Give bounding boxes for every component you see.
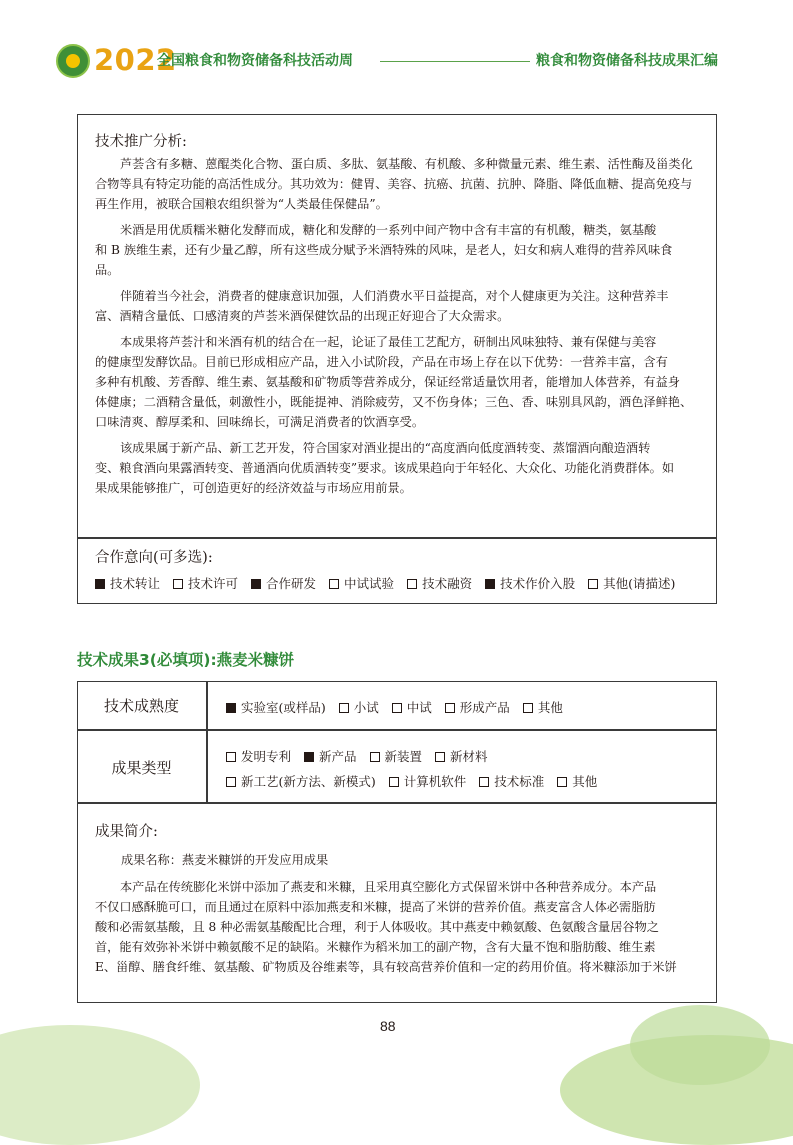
type-option[interactable] bbox=[557, 772, 597, 790]
text-line: 合物等具有特定功能的高活性成分。其功效为：健胃、美容、抗癌、抗菌、抗肿、降脂、降低血糖、提高免疫与 bbox=[95, 177, 693, 191]
cooperation-option-label: 技术转让 bbox=[110, 576, 161, 591]
text-line: 口味清爽、醇厚柔和、回味绵长，可满足消费者的饮酒享受。 bbox=[95, 415, 425, 429]
summary-label: 成果简介: bbox=[95, 824, 158, 840]
cooperation-option[interactable] bbox=[485, 574, 575, 592]
cooperation-option-label: 中试试验 bbox=[344, 576, 395, 591]
type-option[interactable] bbox=[226, 772, 376, 790]
text-line: 本成果将芦荟汁和米酒有机的结合在一起，论证了最佳工艺配方，研制出风味独特、兼有保健与美容 bbox=[120, 335, 657, 349]
analysis-paragraph bbox=[95, 154, 700, 214]
text-line: 多种有机酸、芳香醇、维生素、氨基酸和矿物质等营养成分，保证经常适量饮用者，能增加人体营养，有益身 bbox=[95, 375, 680, 389]
cooperation-option-label: 合作研发 bbox=[266, 576, 317, 591]
analysis-paragraphs bbox=[95, 154, 700, 504]
text-line: 米酒是用优质糯米糖化发酵而成，糖化和发酵的一系列中间产物中含有丰富的有机酸，糖类，氨基酸 bbox=[120, 223, 657, 237]
type-option-label: 其他 bbox=[572, 774, 598, 789]
cooperation-option[interactable] bbox=[95, 574, 160, 592]
type-option[interactable] bbox=[389, 772, 467, 790]
cooperation-option-label: 技术融资 bbox=[422, 576, 473, 591]
analysis-paragraph bbox=[95, 438, 700, 498]
analysis-paragraph bbox=[95, 286, 700, 326]
text-line: 品。 bbox=[95, 263, 120, 277]
header-year: 2022 bbox=[94, 43, 177, 77]
maturity-option[interactable] bbox=[392, 698, 432, 716]
analysis-paragraph bbox=[95, 220, 700, 280]
maturity-option-label: 实验室(或样品) bbox=[241, 700, 326, 715]
checkbox-icon[interactable] bbox=[523, 703, 533, 713]
text-line: 和 B 族维生素，还有少量乙醇，所有这些成分赋予米酒特殊的风味，是老人，妇女和病人难得的营养风味食 bbox=[95, 243, 673, 257]
maturity-option-label: 形成产品 bbox=[459, 700, 510, 715]
maturity-option-label: 中试 bbox=[406, 700, 432, 715]
text-line: 本产品在传统膨化米饼中添加了燕麦和米糠，且采用真空膨化方式保留米饼中各种营养成分。本产品 bbox=[120, 880, 657, 894]
text-line: E、甾醇、膳食纤维、氨基酸、矿物质及谷维素等，具有较高营养价值和一定的药用价值。将米糠添加于米饼 bbox=[95, 960, 677, 974]
text-line: 该成果属于新产品、新工艺开发，符合国家对酒业提出的“高度酒向低度酒转变、蒸馏酒向酿造酒转 bbox=[120, 441, 651, 455]
cooperation-label: 合作意向(可多选): bbox=[95, 550, 213, 566]
cooperation-option-label: 技术许可 bbox=[188, 576, 239, 591]
text-line: 再生作用，被联合国粮农组织誉为“人类最佳保健品”。 bbox=[95, 197, 388, 211]
type-option-label: 新产品 bbox=[319, 749, 357, 764]
cooperation-option-label: 其他(请描述) bbox=[603, 576, 676, 591]
checked-box-icon[interactable] bbox=[485, 579, 495, 589]
maturity-option[interactable] bbox=[226, 698, 326, 716]
maturity-label: 技术成熟度 bbox=[103, 697, 179, 715]
text-line: 不仅口感酥脆可口，而且通过在原料中添加燕麦和米糠，提高了米饼的营养价值。燕麦富含人体必需脂肪 bbox=[95, 900, 656, 914]
analysis-box-divider bbox=[77, 537, 717, 539]
cooperation-options bbox=[95, 574, 710, 592]
checked-box-icon[interactable] bbox=[304, 752, 314, 762]
type-option-label: 发明专利 bbox=[241, 749, 292, 764]
maturity-option[interactable] bbox=[339, 698, 379, 716]
text-line: 芦荟含有多糖、蒽醌类化合物、蛋白质、多肽、氨基酸、有机酸、多种微量元素、维生素、活性酶及甾类化 bbox=[120, 157, 693, 171]
type-option-label: 新装置 bbox=[384, 749, 423, 764]
decor-hill-right-top bbox=[630, 1005, 770, 1085]
maturity-option-label: 其他 bbox=[537, 700, 563, 715]
cooperation-option-label: 技术作价入股 bbox=[500, 576, 576, 591]
checkbox-icon[interactable] bbox=[445, 703, 455, 713]
summary-body bbox=[95, 877, 700, 977]
checkbox-icon[interactable] bbox=[392, 703, 402, 713]
type-options-row1 bbox=[226, 747, 706, 765]
text-line: 伴随着当今社会，消费者的健康意识加强，人们消费水平日益提高，对个人健康更为关注。这种营养丰 bbox=[120, 289, 669, 303]
cooperation-option[interactable] bbox=[173, 574, 238, 592]
checkbox-icon[interactable] bbox=[226, 777, 236, 787]
logo-emblem-icon bbox=[66, 54, 80, 68]
checkbox-icon[interactable] bbox=[339, 703, 349, 713]
page-number: 88 bbox=[380, 1018, 396, 1034]
type-option-label: 计算机软件 bbox=[403, 774, 467, 789]
header-title-right: 粮食和物资储备科技成果汇编 bbox=[536, 53, 718, 69]
cooperation-option[interactable] bbox=[407, 574, 472, 592]
text-line: 果成果能够推广，可创造更好的经济效益与市场应用前景。 bbox=[95, 481, 412, 495]
type-label: 成果类型 bbox=[111, 759, 172, 777]
analysis-paragraph bbox=[95, 332, 700, 432]
checked-box-icon[interactable] bbox=[251, 579, 261, 589]
text-line: 酸和必需氨基酸，且 8 种必需氨基酸配比合理，利于人体吸收。其中燕麦中赖氨酸、色氨酸含量居谷物之 bbox=[95, 920, 659, 934]
checkbox-icon[interactable] bbox=[588, 579, 598, 589]
maturity-option[interactable] bbox=[523, 698, 563, 716]
header-divider bbox=[380, 61, 530, 62]
type-option[interactable] bbox=[304, 747, 357, 765]
maturity-option[interactable] bbox=[445, 698, 510, 716]
type-option[interactable] bbox=[435, 747, 488, 765]
decor-hill-left bbox=[0, 1025, 200, 1145]
checkbox-icon[interactable] bbox=[435, 752, 445, 762]
checkbox-icon[interactable] bbox=[370, 752, 380, 762]
type-option-label: 新材料 bbox=[450, 749, 488, 764]
header-title-left: 全国粮食和物资储备科技活动周 bbox=[157, 53, 353, 69]
text-line: 变、粮食酒向果露酒转变、普通酒向优质酒转变”要求。该成果趋向于年轻化、大众化、功能化消费群体。如 bbox=[95, 461, 675, 475]
checkbox-icon[interactable] bbox=[557, 777, 567, 787]
cooperation-option[interactable] bbox=[251, 574, 316, 592]
type-option[interactable] bbox=[226, 747, 291, 765]
text-line: 富、酒精含量低、口感清爽的芦荟米酒保健饮品的出现正好迎合了大众需求。 bbox=[95, 309, 510, 323]
text-line: 体健康；二酒精含量低，刺激性小，既能提神、消除疲劳，又不伤身体；三色、香、味别具风韵，酒色泽鲜艳、 bbox=[95, 395, 693, 409]
checkbox-icon[interactable] bbox=[407, 579, 417, 589]
maturity-options bbox=[226, 698, 706, 716]
checkbox-icon[interactable] bbox=[226, 752, 236, 762]
checkbox-icon[interactable] bbox=[329, 579, 339, 589]
checkbox-icon[interactable] bbox=[173, 579, 183, 589]
cooperation-option[interactable] bbox=[588, 574, 675, 592]
analysis-label: 技术推广分析: bbox=[95, 134, 187, 150]
table-row-divider bbox=[77, 729, 717, 731]
summary-name-line: 成果名称：燕麦米糠饼的开发应用成果 bbox=[121, 853, 329, 867]
text-line: 的健康型发酵饮品。目前已形成相应产品，进入小试阶段，产品在市场上存在以下优势：一营养丰富，含有 bbox=[95, 355, 668, 369]
type-options-row2 bbox=[226, 772, 706, 790]
type-option-label: 技术标准 bbox=[494, 774, 545, 789]
checkbox-icon[interactable] bbox=[389, 777, 399, 787]
maturity-option-label: 小试 bbox=[353, 700, 379, 715]
checked-box-icon[interactable] bbox=[226, 703, 236, 713]
table-row-divider bbox=[77, 802, 717, 804]
table-col-divider bbox=[206, 681, 208, 802]
result3-title: 技术成果3(必填项):燕麦米糠饼 bbox=[77, 651, 295, 669]
type-option[interactable] bbox=[479, 772, 544, 790]
type-option-label: 新工艺(新方法、新模式) bbox=[241, 774, 376, 789]
checkbox-icon[interactable] bbox=[479, 777, 489, 787]
text-line: 首，能有效弥补米饼中赖氨酸不足的缺陷。米糠作为稻米加工的副产物，含有大量不饱和脂肪酸、维生素 bbox=[95, 940, 656, 954]
type-option[interactable] bbox=[370, 747, 423, 765]
checked-box-icon[interactable] bbox=[95, 579, 105, 589]
cooperation-option[interactable] bbox=[329, 574, 394, 592]
event-logo bbox=[56, 44, 90, 78]
